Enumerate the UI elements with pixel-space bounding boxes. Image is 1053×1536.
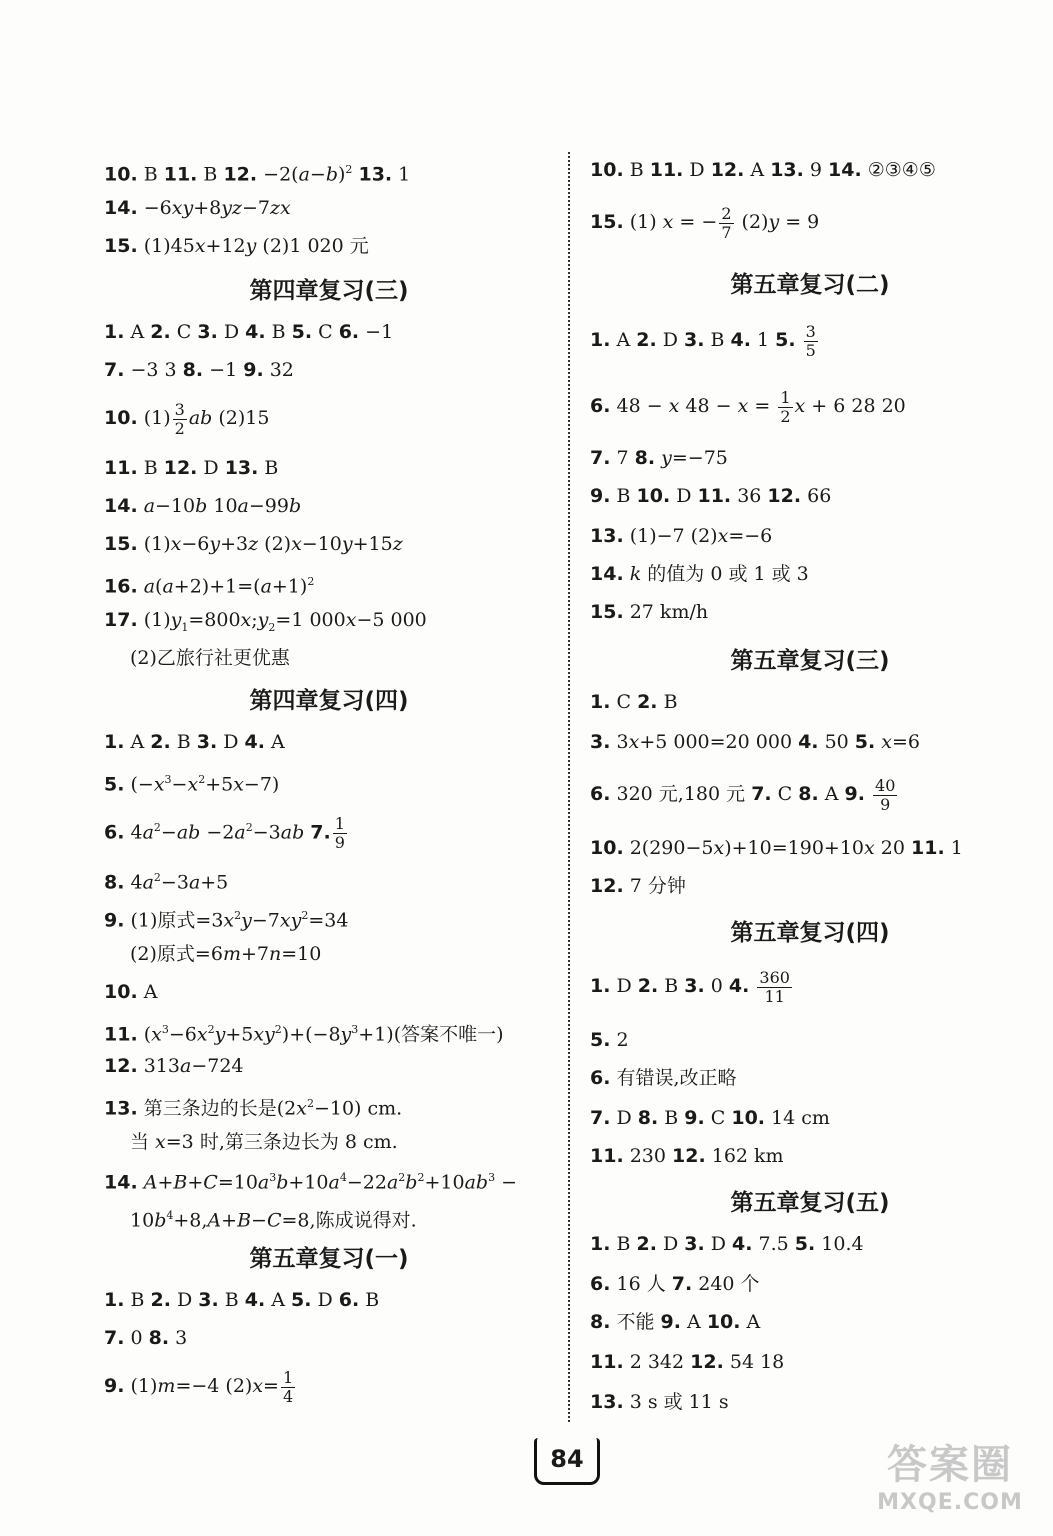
answer-line: 10. B 11. B 12. $-2(a-b)^2$ 13. 1 (104, 163, 411, 186)
answer-line: (2)原式=6m+7n=10 (130, 943, 322, 965)
answer-line: 3. 3x+5 000=20 000 4. 50 5. x=6 (590, 731, 921, 753)
fraction: $\frac{3}{5}$ (805, 321, 816, 360)
answer-line: 8. 不能 9. A 10. A (590, 1311, 761, 1333)
answer-line: 7. D 8. B 9. C 10. 14 cm (590, 1107, 830, 1129)
fraction: $\frac{2}{7}$ (721, 203, 732, 242)
section-heading: 第五章复习(一) (249, 1246, 409, 1272)
answer-line: 7. 0 8. 3 (104, 1327, 188, 1349)
section-heading: 第四章复习(三) (249, 278, 409, 304)
answer-line: 9. B 10. D 11. 36 12. 66 (590, 485, 832, 507)
watermark-mark: 答案圈 (887, 1442, 1013, 1488)
fraction: $\frac{1}{4}$ (282, 1367, 294, 1406)
answer-line: 1. A 2. B 3. D 4. A (104, 731, 285, 753)
fraction: $\frac{1}{2}$ (780, 387, 791, 426)
answer-line: 14. k 的值为 0 或 1 或 3 (590, 563, 809, 585)
section-heading: 第五章复习(三) (730, 648, 890, 674)
answer-line: 5. 2 (590, 1029, 629, 1051)
page-number: 84 (534, 1438, 600, 1485)
answer-line: 1. A 2. C 3. D 4. B 5. C 6. −1 (104, 321, 394, 343)
answer-line: 1. A 2. D 3. B 4. 1 5. $\frac{3}{5}$ (590, 321, 816, 360)
answer-line: 7. −3 3 8. −1 9. 32 (104, 359, 294, 381)
answer-line: 11. 230 12. 162 km (590, 1145, 784, 1167)
answer-line: 11. $(x^3-6x^2y+5xy^2)+(-8y^3+1)$(答案不唯一) (104, 1023, 504, 1046)
watermark-logo (860, 1440, 1040, 1530)
answer-line: 12. 313a−724 (104, 1055, 244, 1077)
answer-line: 7. 7 8. y=−75 (590, 447, 728, 469)
answer-line: 13. 3 s 或 11 s (590, 1391, 729, 1413)
answer-line: 1. D 2. B 3. 0 4. $\frac{360}{11}$ (590, 967, 790, 1006)
answer-line: 14. −6xy+8yz−7zx (104, 197, 291, 219)
answer-line: 10. A (104, 981, 158, 1003)
section-heading: 第五章复习(五) (730, 1190, 890, 1216)
answer-line: 10. B 11. D 12. A 13. 9 14. ②③④⑤ (590, 159, 936, 181)
answer-line: 5. $(-x^3-x^2+5x-7)$ (104, 773, 280, 796)
section-heading: 第四章复习(四) (249, 688, 409, 714)
watermark-site: MXQE.COM (877, 1490, 1023, 1515)
answer-line: 13. (1)−7 (2)x=−6 (590, 525, 773, 547)
answer-line: 9. (1)原式$=3x^2y-7xy^2=34$ (104, 909, 349, 932)
answer-line: 16. $a(a+2)+1=(a+1)^2$ (104, 575, 315, 598)
answer-line: 11. 2 342 12. 54 18 (590, 1351, 785, 1373)
fraction: $\frac{40}{9}$ (875, 775, 896, 814)
answer-line: 13. 第三条边的长是$(2x^2-10)$ cm. (104, 1097, 403, 1120)
answer-line: 1. B 2. D 3. B 4. A 5. D 6. B (104, 1289, 380, 1311)
answer-line: 12. 7 分钟 (590, 875, 686, 897)
answer-line: 8. $4a^2-3a+5$ (104, 871, 229, 894)
answer-line: 当 x=3 时,第三条边长为 8 cm. (130, 1131, 398, 1153)
answer-line: 14. a−10b 10a−99b (104, 495, 302, 517)
fraction: $\frac{1}{9}$ (334, 813, 345, 852)
answer-line: 15. (1) x = − $\frac{2}{7}$ (2)y = 9 (590, 203, 820, 242)
answer-line: 6. 16 人 7. 240 个 (590, 1273, 760, 1295)
answer-line: 1. B 2. D 3. D 4. 7.5 5. 10.4 (590, 1233, 864, 1255)
fraction: $\frac{3}{2}$ (174, 399, 185, 438)
answer-line: 9. (1)m=−4 (2)x= $\frac{1}{4}$ (104, 1367, 294, 1406)
answer-line: 15. (1)x−6y+3z (2)x−10y+15z (104, 533, 403, 555)
answer-line: 15. (1)45x+12y (2)1 020 元 (104, 235, 369, 257)
answer-line: 6. 320 元,180 元 7. C 8. A 9. $\frac{40}{9}$ (590, 775, 896, 814)
answer-line: 17. $(1)y_1=800x;y_2=1$ 000x−5 000 (104, 609, 427, 634)
column-divider (568, 152, 570, 1422)
answer-line: 1. C 2. B (590, 691, 678, 713)
answer-line: 11. B 12. D 13. B (104, 457, 279, 479)
answer-line: 6. 有错误,改正略 (590, 1067, 737, 1089)
answer-line: 14. $A+B+C=10a^3b+10a^4-22a^2b^2+10ab^3$ − (104, 1171, 518, 1194)
section-heading: 第五章复习(四) (730, 920, 890, 946)
answer-line: $10b^4+8,A+B-C=8$,陈成说得对. (130, 1209, 417, 1232)
answer-line: 6. 48 − x 48 − x = $\frac{1}{2}$ x + 6 28 20 (590, 387, 906, 426)
answer-line: 10. 2(290−5x)+10=190+10x 20 11. 1 (590, 837, 963, 859)
answer-line: 10. (1) $\frac{3}{2}$ ab (2)15 (104, 399, 270, 438)
fraction: $\frac{360}{11}$ (759, 967, 790, 1006)
answer-line: 15. 27 km/h (590, 601, 709, 623)
answer-line: 6. $4a^2-ab -2a^2-3ab$ 7. $\frac{1}{9}$ (104, 813, 345, 852)
answer-line: (2)乙旅行社更优惠 (130, 647, 290, 669)
section-heading: 第五章复习(二) (730, 272, 890, 298)
